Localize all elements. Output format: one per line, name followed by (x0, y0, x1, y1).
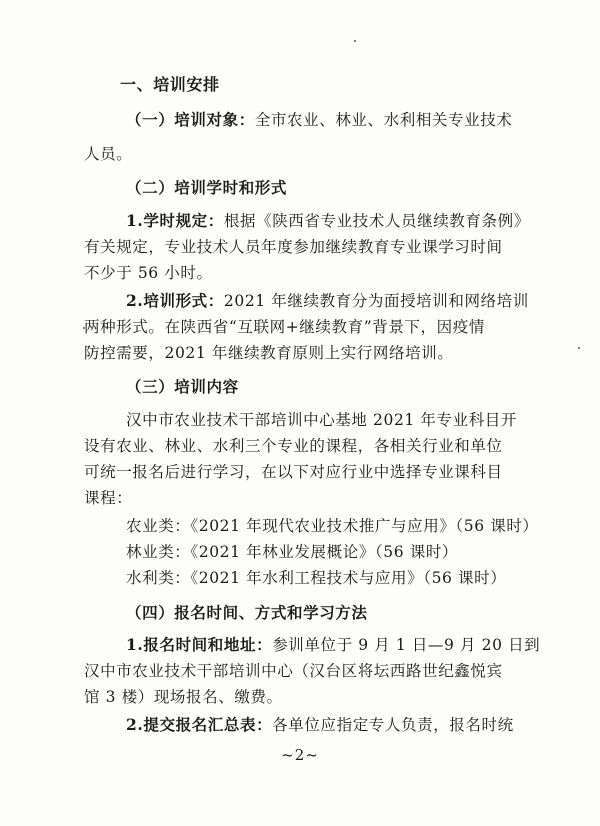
section-title: 一、培训安排 (120, 75, 220, 94)
course-item: 农业类：《2021 年现代农业技术推广与应用》（56 课时） (126, 517, 539, 535)
scan-speck (578, 347, 580, 349)
target-text: 全市农业、林业、水利相关专业技术 (254, 111, 513, 129)
hours-form-heading: （二）培训学时和形式 (126, 178, 288, 197)
hours-rule-text-2: 有关规定，专业技术人员年度参加继续教育专业课学习时间 (84, 238, 503, 256)
registration-time-line (126, 635, 540, 655)
hours-rule-line (126, 211, 530, 231)
content-heading: （三）培训内容 (126, 377, 239, 396)
summary-form-line (126, 715, 514, 735)
training-form-text-2: 两种形式。在陕西省“互联网+继续教育”背景下，因疫情 (84, 318, 485, 336)
hours-rule-text: 根据《陕西省专业技术人员继续教育条例》 (223, 212, 530, 230)
summary-form-label: 2.提交报名汇总表： (126, 715, 273, 734)
scan-speck (354, 40, 356, 42)
content-text-3: 可统一报名后进行学习，在以下对应行业中选择专业课科目 (84, 463, 503, 481)
target-text-cont: 人员。 (84, 145, 133, 163)
page-number: ~2~ (281, 746, 319, 764)
target-heading: （一）培训对象： (126, 110, 255, 129)
course-item: 水利类：《2021 年水利工程技术与应用》（56 课时） (126, 569, 507, 587)
target-paragraph (126, 110, 512, 130)
hours-rule-text-3: 不少于 56 小时。 (84, 264, 213, 282)
registration-time-text-2: 汉中市农业技术干部培训中心（汉台区将坛西路世纪鑫悦宾 (84, 662, 503, 680)
content-text-2: 设有农业、林业、水利三个专业的课程，各相关行业和单位 (84, 437, 503, 455)
summary-form-text: 各单位应指定专人负责，报名时统 (272, 716, 514, 734)
registration-time-label: 1.报名时间和地址： (126, 635, 273, 654)
registration-heading: （四）报名时间、方式和学习方法 (126, 603, 368, 622)
course-item: 林业类：《2021 年林业发展概论》（56 课时） (126, 543, 459, 561)
training-form-text-3: 防控需要，2021 年继续教育原则上实行网络培训。 (84, 344, 454, 362)
training-form-text: 2021 年继续教育分为面授培训和网络培训 (223, 292, 529, 310)
registration-time-text-3: 馆 3 楼）现场报名、缴费。 (84, 688, 283, 706)
registration-time-text: 参训单位于 9 月 1 日—9 月 20 日到 (272, 636, 541, 654)
content-text-4: 课程： (84, 489, 133, 507)
training-form-line (126, 291, 529, 311)
training-form-label: 2.培训形式： (126, 291, 224, 310)
content-text-1: 汉中市农业技术干部培训中心基地 2021 年专业科目开 (126, 411, 518, 429)
hours-rule-label: 1.学时规定： (126, 211, 224, 230)
